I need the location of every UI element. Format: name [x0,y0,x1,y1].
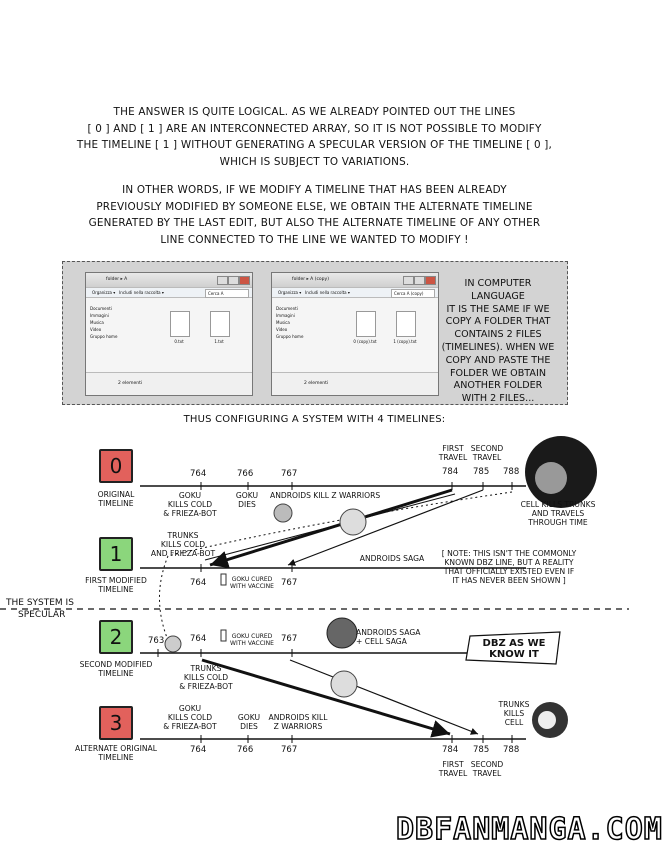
event-line: ANDROIDS SAGA [356,628,421,637]
event-first-travel [436,444,470,462]
android-figure [274,504,292,522]
event-line: KILLS COLD [167,500,213,509]
text-line: COPY A FOLDER THAT [445,316,551,328]
event-line: TRAVEL [472,453,502,462]
year-label: 764 [190,578,207,588]
event-line: AND FRIEZA-BOT [150,549,216,558]
event-androids-kill [266,713,330,731]
search-input[interactable]: Cerca A [205,289,249,298]
organize-button[interactable]: Organizza ▾ [92,290,116,295]
year-label: 764 [190,634,207,644]
trunks-figure [340,509,366,535]
nav-item[interactable]: Gruppo home [276,334,304,339]
event-line: & FRIEZA-BOT [179,682,233,691]
event-trunks-kills-cold [176,664,236,691]
android-group-figure [327,618,357,648]
label-line: THE SYSTEM IS [6,598,74,608]
event-line: ANDROIDS KILL [268,713,328,722]
event-goku-dies [230,713,268,731]
trunks-cell-highlight [538,711,556,729]
event-line: & FRIEZA-BOT [163,722,217,731]
text-line: FOLDER WE OBTAIN [450,367,546,379]
event-line: WITH VACCINE [230,640,274,647]
year-label: 766 [237,469,254,479]
nav-item[interactable]: Musica [276,320,290,325]
note-line: THAT OFFICIALLY EXISTED EVEN IF [443,567,575,576]
event-line: CELL [504,718,524,727]
text-line: IN COMPUTER LANGUAGE [464,278,532,302]
nav-item[interactable]: Gruppo home [90,334,118,339]
event-line: CELL KILLS TRUNKS [520,500,596,509]
event-line: GOKU [237,713,261,722]
timeline-2-badge: 2 [99,620,133,654]
event-line: GOKU CURED [231,576,273,583]
status-bar: 2 elementi [86,372,252,395]
event-goku-cured [230,633,274,647]
event-goku-kills-cold [160,704,220,731]
event-second-travel [468,760,506,778]
event-goku-cured [230,576,274,590]
text-line: WHICH IS SUBJECT TO VARIATIONS. [219,155,410,168]
status-bar: 2 elementi [272,372,438,395]
timeline-1-note [424,549,594,585]
text-line: IT IS THE SAME IF WE [446,303,550,315]
year-label: 767 [281,578,298,588]
label-line: TIMELINE [98,585,134,594]
nav-item[interactable]: Immagini [90,313,109,318]
timeline-0-label [90,490,142,508]
label-line: TIMELINE [98,499,134,508]
event-line: GOKU [235,491,259,500]
year-label: 764 [190,745,207,755]
year-label: 766 [237,745,254,755]
label-line: TIMELINE [98,669,134,678]
event-line: AND TRAVELS [531,509,585,518]
year-label: 784 [442,467,459,477]
note-line: KNOWN DBZ LINE, BUT A REALITY [444,558,574,567]
text-line: CONTAINS 2 FILES [454,329,542,341]
event-second-travel [468,444,506,462]
nav-item[interactable]: Video [90,327,102,332]
event-line: Z WARRIORS [273,722,323,731]
text-line: THE TIMELINE [ 1 ] WITHOUT GENERATING A SPECULAR VERSION OF THE TIMELINE [ 0 ], [76,139,553,151]
event-line: KILLS COLD [160,540,206,549]
year-label: 788 [503,467,520,477]
time-machine-figure [165,636,181,652]
trunks-figure [331,671,357,697]
year-label: 767 [281,469,298,479]
event-line: + CELL SAGA [356,637,407,646]
event-line: GOKU [178,491,202,500]
file-name[interactable]: 1 (copy).txt [393,339,417,344]
event-line: SECOND [470,444,504,453]
event-line: TRUNKS [498,700,530,709]
vaccine-icon [221,630,226,641]
text-line: ANOTHER FOLDER [453,380,543,392]
event-line: TRAVEL [472,769,502,778]
system-caption: THUS CONFIGURING A SYSTEM WITH 4 TIMELINES: [183,414,446,425]
event-line: THROUGH TIME [528,518,588,527]
text-line: LINE CONNECTED TO THE LINE WE WANTED TO MODIFY ! [160,233,469,246]
text-line: PREVIOUSLY MODIFIED BY SOMEONE ELSE, WE OBTAIN THE ALTERNATE TIMELINE [96,200,533,213]
event-line: KILLS COLD [167,713,213,722]
organize-button[interactable]: Organizza ▾ [278,290,302,295]
year-label: 764 [190,469,207,479]
event-line: TRUNKS [190,664,222,673]
event-androids-cell-saga [356,628,432,646]
event-line: & FRIEZA-BOT [163,509,217,518]
year-label: 785 [473,467,490,477]
note-line: [ NOTE: THIS ISN'T THE COMMONLY [441,549,577,558]
timeline-1-label [80,576,152,594]
event-cell-kills-trunks [516,500,600,527]
text-line: [ 0 ] AND [ 1 ] ARE AN INTERCONNECTED ARRAY, SO IT IS NOT POSSIBLE TO MODIFY [87,122,542,135]
label-line: ORIGINAL [97,490,135,499]
text-line: WITH 2 FILES... [461,393,535,405]
path-breadcrumb: folder ▸ A (copy) [292,277,329,282]
nav-item[interactable]: Musica [90,320,104,325]
event-line: FIRST [442,760,464,769]
year-label: 767 [281,634,298,644]
label-line: SPECULAR [18,610,66,620]
timeline-1-badge: 1 [99,537,133,571]
year-label: 784 [442,745,459,755]
year-label: 788 [503,745,520,755]
label-line: SECOND MODIFIED [79,660,153,669]
text-line: COPY AND PASTE THE [445,354,551,366]
year-label: 767 [281,745,298,755]
event-line: FIRST [442,444,464,453]
include-library-button[interactable]: Includi nella raccolta ▾ [305,290,350,295]
event-line: SECOND [470,760,504,769]
dbz-banner-text [474,638,554,660]
path-breadcrumb: folder ▸ A [106,277,128,282]
text-line: GENERATED BY THE LAST EDIT, BUT ALSO THE ALTERNATE TIMELINE OF ANY OTHER [88,217,541,229]
label-line: ALTERNATE ORIGINAL [75,744,157,753]
event-trunks-kills-cell [496,700,532,727]
banner-line: DBZ AS WE [482,638,546,649]
file-name[interactable]: 1.txt [214,339,224,344]
vaccine-icon [221,574,226,585]
event-line: GOKU CURED [231,633,273,640]
include-library-button[interactable]: Includi nella raccolta ▾ [119,290,164,295]
nav-item[interactable]: Video [276,327,288,332]
specular-divider-label [6,597,76,621]
file-name[interactable]: 0.txt [174,339,184,344]
timeline-2-label [74,660,158,678]
event-line: TRUNKS [167,531,199,540]
event-line: KILLS [503,709,525,718]
event-goku-kills-cold [160,491,220,518]
event-line: DIES [240,722,258,731]
timeline-0-badge: 0 [99,449,133,483]
text-line: IN OTHER WORDS, IF WE MODIFY A TIMELINE THAT HAS BEEN ALREADY [122,184,507,196]
search-input[interactable]: Cerca A (copy) [391,289,435,298]
banner-line: KNOW IT [489,649,539,660]
event-line: WITH VACCINE [230,583,274,590]
text-line: (TIMELINES). WHEN WE [441,341,555,353]
cell-portrait-figure [535,462,567,494]
nav-item[interactable]: Documenti [90,306,112,311]
event-trunks-kills-cold [150,531,216,558]
event-line: TRAVEL [438,769,468,778]
year-label: 785 [473,745,490,755]
event-goku-dies [228,491,266,509]
event-line: DIES [238,500,256,509]
nav-item[interactable]: Documenti [276,306,298,311]
label-line: FIRST MODIFIED [85,576,147,585]
label-line: TIMELINE [98,753,134,762]
timeline-3-badge: 3 [99,706,133,740]
note-line: IT HAS NEVER BEEN SHOWN ] [452,576,566,585]
year-label: 763 [148,636,165,646]
nav-item[interactable]: Immagini [276,313,295,318]
timeline-3-label [74,744,158,762]
event-androids-saga: ANDROIDS SAGA [359,554,425,563]
file-name[interactable]: 0 (copy).txt [353,339,377,344]
event-first-travel [436,760,470,778]
event-line: KILLS COLD [183,673,229,682]
event-line: TRAVEL [438,453,468,462]
site-watermark: DBFANMANGA.COM [396,812,663,847]
text-line: THE ANSWER IS QUITE LOGICAL. AS WE ALREADY POINTED OUT THE LINES [113,106,516,118]
event-androids-kill: ANDROIDS KILL Z WARRIORS [270,491,381,500]
event-line: GOKU [178,704,202,713]
